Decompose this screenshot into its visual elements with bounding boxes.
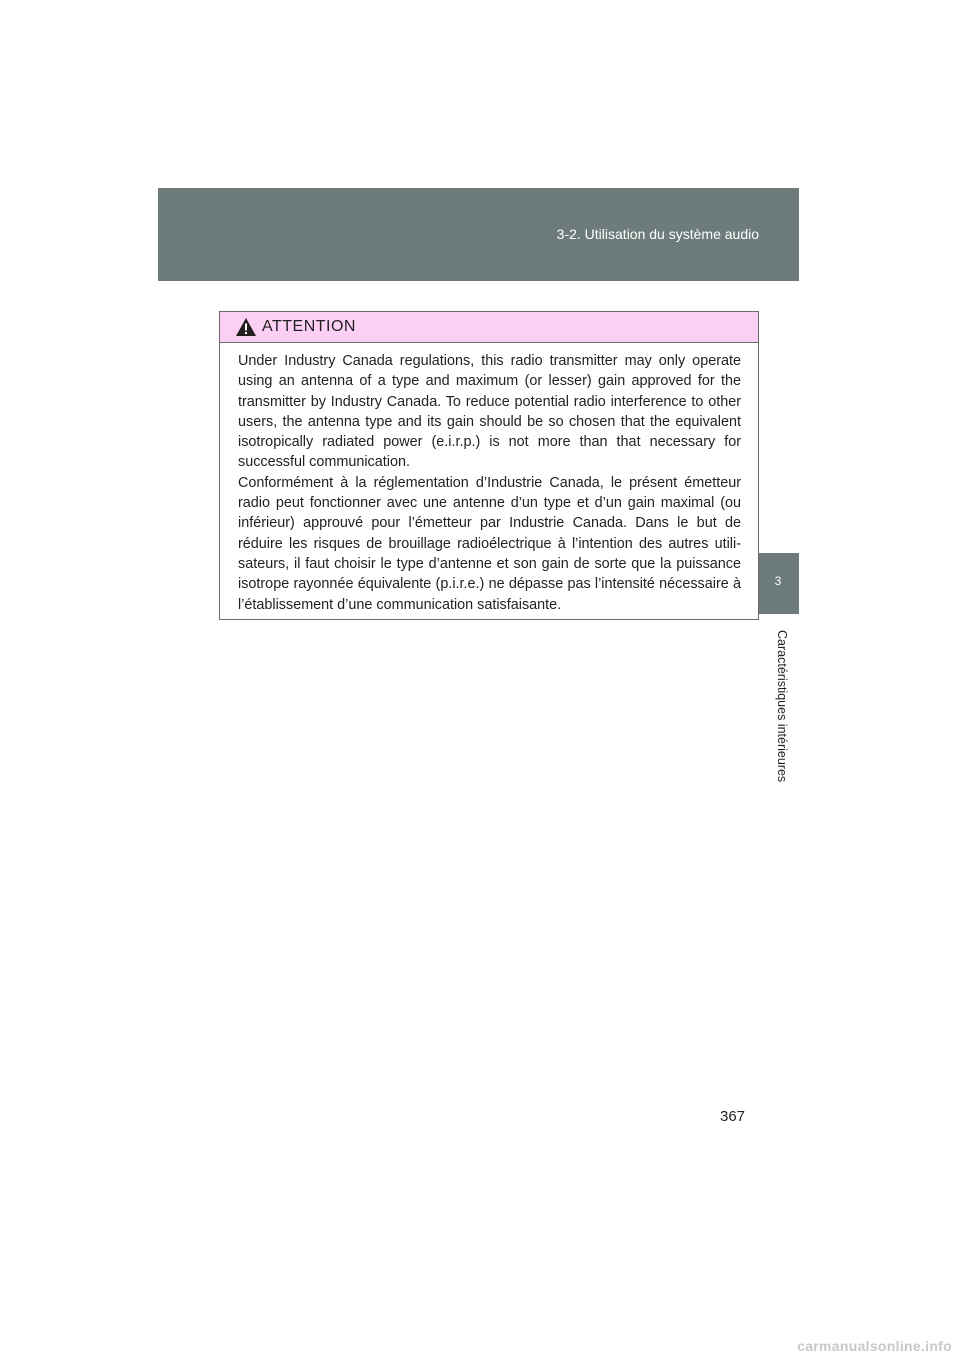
warning-triangle-icon xyxy=(235,317,257,337)
chapter-tab xyxy=(757,553,799,614)
page-number: 367 xyxy=(720,1108,746,1125)
chapter-label: Caractéristiques intérieures xyxy=(775,630,789,783)
watermark: carmanualsonline.info xyxy=(797,1338,952,1354)
warning-box xyxy=(219,311,759,620)
warning-header xyxy=(220,312,758,343)
warning-body xyxy=(238,351,741,615)
chapter-number: 3 xyxy=(774,574,782,588)
warning-title: ATTENTION xyxy=(262,318,356,335)
warning-text-english: Under Industry Canada regulations, this radio transmitter may only operate using an antenna of a type and maximum (or lesser) gain approved for the transmitter by Industry Canada. To reduce potential radio interference to other users, the antenna type and its gain should be so chosen that the equivalent isotropically radiated power (e.i.r.p.) is not more than that necessary for successful communication. xyxy=(238,353,741,471)
header-band xyxy=(158,188,799,281)
warning-text-french: Conformément à la réglementation d’Industrie Canada, le présent émetteur radio peut fonctionner avec une antenne d’un type et d’un gain maximal (ou inférieur) approuvé pour l’émetteur par Industrie Canada. Dans le but de réduire les risques de brouillage radioélectrique à l’intention des autres utilisateurs, il faut choisir le type d’antenne et son gain de sorte que la puissance isotrope rayonnée équivalente (p.i.r.e.) ne dépasse pas l’intensité nécessaire à l’établissement d’une communication satisfaisante. xyxy=(238,474,741,613)
section-title: 3-2. Utilisation du système audio xyxy=(556,226,759,242)
